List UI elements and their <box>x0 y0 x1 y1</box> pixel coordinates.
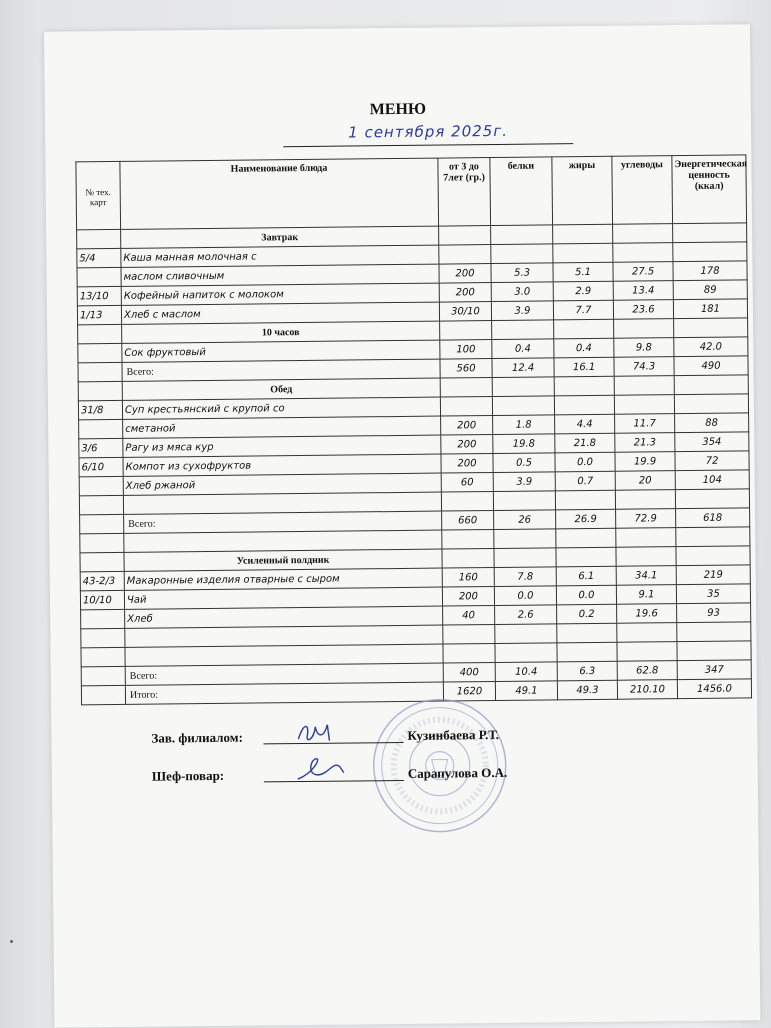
total-portion: 560 <box>440 359 492 379</box>
dish-protein: 3.9 <box>491 301 553 321</box>
section-empty-cell <box>673 223 747 243</box>
section-empty-cell <box>491 225 553 245</box>
tech-card-number <box>81 609 125 628</box>
chef-name: Сарапулова О.А. <box>407 764 508 781</box>
dish-protein: 19.8 <box>493 434 555 454</box>
dish-name: Хлеб с маслом <box>121 302 439 324</box>
dish-name: Кофейный напиток с молоком <box>121 283 439 305</box>
total-fat: 49.3 <box>557 680 617 700</box>
total-protein: 10.4 <box>495 662 557 682</box>
dish-name: Суп крестьянский с крупой со <box>122 397 440 419</box>
dish-protein: 0.0 <box>494 586 556 606</box>
dish-energy: 178 <box>673 261 747 281</box>
section-empty-cell <box>614 376 674 396</box>
dish-portion: 200 <box>439 283 491 303</box>
section-empty-cell <box>674 375 748 395</box>
dish-name: Хлеб <box>125 606 443 628</box>
total-protein: 49.1 <box>495 681 557 701</box>
dish-protein: 5.3 <box>491 263 553 283</box>
dish-energy: 88 <box>675 413 749 433</box>
tech-card-number <box>77 267 121 286</box>
blank-cell <box>616 528 676 548</box>
dish-portion <box>443 625 495 645</box>
dish-energy: 181 <box>673 299 747 319</box>
dish-protein <box>493 491 555 511</box>
date-line <box>283 121 573 147</box>
header-protein: белки <box>490 157 553 226</box>
dish-portion <box>441 492 493 512</box>
dish-protein <box>491 244 553 264</box>
tech-card-number: 31/8 <box>78 400 122 419</box>
dish-fat: 6.1 <box>556 566 616 586</box>
header-tech-card: № тех. карт <box>76 161 121 229</box>
section-title: 10 часов <box>122 321 440 343</box>
section-empty-cell <box>613 224 673 244</box>
dish-energy: 35 <box>676 584 750 604</box>
dish-portion: 200 <box>442 587 494 607</box>
menu-table <box>75 154 752 705</box>
section-empty-cell <box>442 549 494 569</box>
section-title: Обед <box>122 378 440 400</box>
document-title: МЕНЮ <box>369 100 427 119</box>
signature-block <box>51 704 758 851</box>
total-protein: 26 <box>494 510 556 530</box>
menu-sheet <box>44 24 760 1027</box>
dish-energy <box>677 641 751 661</box>
menu-date: 1 сентября 2025г. <box>348 121 509 142</box>
total-label: Всего: <box>124 511 442 533</box>
tech-card-number <box>79 419 123 438</box>
dish-portion <box>440 397 492 417</box>
dish-name: Чай <box>124 587 442 609</box>
total-carbs: 74.3 <box>614 357 674 377</box>
section-card-cell <box>78 324 122 343</box>
dish-name: маслом сливочным <box>121 264 439 286</box>
header-carbs: углеводы <box>612 156 673 225</box>
section-empty-cell <box>553 224 613 244</box>
blank-cell <box>494 529 556 549</box>
total-card-cell <box>78 362 122 381</box>
section-empty-cell <box>674 318 748 338</box>
dish-protein <box>492 396 554 416</box>
section-card-cell <box>77 229 121 248</box>
dish-portion: 200 <box>439 264 491 284</box>
section-empty-cell <box>676 546 750 566</box>
dish-carbs <box>617 642 677 662</box>
dish-fat <box>555 490 615 510</box>
dish-portion: 40 <box>443 606 495 626</box>
menu-table-body <box>77 223 752 705</box>
dish-protein <box>495 624 557 644</box>
tech-card-number <box>81 628 125 647</box>
dish-name: Макаронные изделия отварные с сыром <box>124 568 442 590</box>
total-label: Всего: <box>125 663 443 685</box>
total-protein: 12.4 <box>492 358 554 378</box>
manager-signature-line <box>263 728 403 744</box>
dish-carbs: 19.6 <box>617 604 677 624</box>
dish-portion: 60 <box>441 473 493 493</box>
blank-cell <box>442 530 494 550</box>
dish-energy: 93 <box>677 603 751 623</box>
dish-fat: 0.0 <box>556 585 616 605</box>
dish-energy <box>677 622 751 642</box>
background-speck <box>10 940 13 943</box>
dish-carbs: 21.3 <box>615 433 675 453</box>
dish-fat <box>557 642 617 662</box>
dish-name: Рагу из мяса кур <box>123 435 441 457</box>
tech-card-number: 5/4 <box>77 248 121 267</box>
section-empty-cell <box>614 319 674 339</box>
dish-fat: 21.8 <box>555 433 615 453</box>
manager-name: Кузинбаева Р.Т. <box>407 726 500 743</box>
section-empty-cell <box>554 376 614 396</box>
dish-portion: 200 <box>441 416 493 436</box>
dish-carbs: 34.1 <box>616 566 676 586</box>
total-portion: 1620 <box>443 682 495 702</box>
dish-fat: 5.1 <box>553 262 613 282</box>
tech-card-number: 1/13 <box>77 305 121 324</box>
total-card-cell <box>81 685 125 704</box>
dish-carbs: 13.4 <box>613 281 673 301</box>
tech-card-number: 10/10 <box>80 590 124 609</box>
chef-signature-line <box>264 766 404 782</box>
total-energy: 490 <box>674 356 748 376</box>
header-portion: от 3 до 7лет (гр.) <box>438 158 491 227</box>
dish-protein: 0.5 <box>493 453 555 473</box>
dish-fat: 0.2 <box>557 604 617 624</box>
chef-label: Шеф-повар: <box>151 767 225 784</box>
section-empty-cell <box>440 321 492 341</box>
dish-fat: 4.4 <box>555 414 615 434</box>
dish-carbs: 9.1 <box>616 585 676 605</box>
blank-cell <box>556 528 616 548</box>
dish-energy: 104 <box>675 470 749 490</box>
tech-card-number <box>78 343 122 362</box>
dish-protein: 3.9 <box>493 472 555 492</box>
total-energy: 618 <box>676 508 750 528</box>
header-energy: Энергетическая ценность (ккал) <box>672 155 747 224</box>
section-empty-cell <box>440 378 492 398</box>
dish-carbs: 19.9 <box>615 452 675 472</box>
header-fat: жиры <box>552 156 613 225</box>
total-energy: 1456.0 <box>677 679 751 699</box>
manager-label: Зав. филиалом: <box>151 729 243 746</box>
tech-card-number <box>79 495 123 514</box>
tech-card-number: 43-2/3 <box>80 571 124 590</box>
dish-energy: 354 <box>675 432 749 452</box>
dish-energy <box>674 394 748 414</box>
dish-protein: 2.6 <box>495 605 557 625</box>
dish-carbs <box>615 490 675 510</box>
dish-fat <box>557 623 617 643</box>
dish-carbs <box>614 395 674 415</box>
chef-signature-row <box>151 764 508 785</box>
dish-carbs: 9.8 <box>614 338 674 358</box>
dish-carbs: 23.6 <box>613 300 673 320</box>
dish-protein <box>495 643 557 663</box>
dish-fat: 0.0 <box>555 452 615 472</box>
dish-fat: 7.7 <box>553 300 613 320</box>
section-empty-cell <box>494 548 556 568</box>
section-card-cell <box>80 552 124 571</box>
dish-portion: 200 <box>441 454 493 474</box>
section-empty-cell <box>554 319 614 339</box>
blank-cell <box>80 533 124 552</box>
dish-protein: 7.8 <box>494 567 556 587</box>
section-title: Завтрак <box>121 226 439 248</box>
section-title: Усиленный полдник <box>124 549 442 571</box>
dish-name: Компот из сухофруктов <box>123 454 441 476</box>
manager-signature-row <box>151 726 500 747</box>
section-empty-cell <box>492 320 554 340</box>
section-empty-cell <box>439 226 491 246</box>
dish-name: Каша манная молочная с <box>121 245 439 267</box>
tech-card-number: 3/6 <box>79 438 123 457</box>
dish-carbs <box>613 243 673 263</box>
dish-portion: 200 <box>441 435 493 455</box>
header-dish-name: Наименование блюда <box>120 158 439 229</box>
dish-energy: 72 <box>675 451 749 471</box>
dish-energy: 219 <box>676 565 750 585</box>
total-carbs: 62.8 <box>617 661 677 681</box>
total-label: Итого: <box>125 682 443 704</box>
total-fat: 6.3 <box>557 661 617 681</box>
blank-cell <box>676 527 750 547</box>
total-fat: 26.9 <box>556 509 616 529</box>
dish-fat: 0.7 <box>555 471 615 491</box>
total-portion: 400 <box>443 663 495 683</box>
dish-carbs: 11.7 <box>615 414 675 434</box>
dish-protein: 0.4 <box>492 339 554 359</box>
dish-protein: 3.0 <box>491 282 553 302</box>
section-empty-cell <box>556 547 616 567</box>
dish-energy <box>673 242 747 262</box>
dish-fat: 2.9 <box>553 281 613 301</box>
dish-carbs <box>617 623 677 643</box>
total-fat: 16.1 <box>554 357 614 377</box>
dish-name: Хлеб ржаной <box>123 473 441 495</box>
section-empty-cell <box>492 377 554 397</box>
dish-portion: 100 <box>440 340 492 360</box>
section-card-cell <box>78 381 122 400</box>
total-portion: 660 <box>442 511 494 531</box>
tech-card-number <box>81 647 125 666</box>
total-carbs: 210.10 <box>617 680 677 700</box>
section-empty-cell <box>616 547 676 567</box>
dish-carbs: 20 <box>615 471 675 491</box>
dish-energy: 89 <box>673 280 747 300</box>
dish-energy <box>675 489 749 509</box>
dish-protein: 1.8 <box>493 415 555 435</box>
tech-card-number <box>79 476 123 495</box>
dish-portion: 30/10 <box>439 302 491 322</box>
dish-name: сметаной <box>123 416 441 438</box>
total-energy: 347 <box>677 660 751 680</box>
total-carbs: 72.9 <box>616 509 676 529</box>
dish-fat: 0.4 <box>554 338 614 358</box>
dish-portion <box>443 644 495 664</box>
dish-energy: 42.0 <box>674 337 748 357</box>
dish-carbs: 27.5 <box>613 262 673 282</box>
tech-card-number: 13/10 <box>77 286 121 305</box>
dish-portion <box>439 245 491 265</box>
dish-portion: 160 <box>442 568 494 588</box>
total-label: Всего: <box>122 359 440 381</box>
dish-fat <box>553 243 613 263</box>
total-card-cell <box>80 514 124 533</box>
dish-name: Сок фруктовый <box>122 340 440 362</box>
tech-card-number: 6/10 <box>79 457 123 476</box>
dish-fat <box>554 395 614 415</box>
total-card-cell <box>81 666 125 685</box>
